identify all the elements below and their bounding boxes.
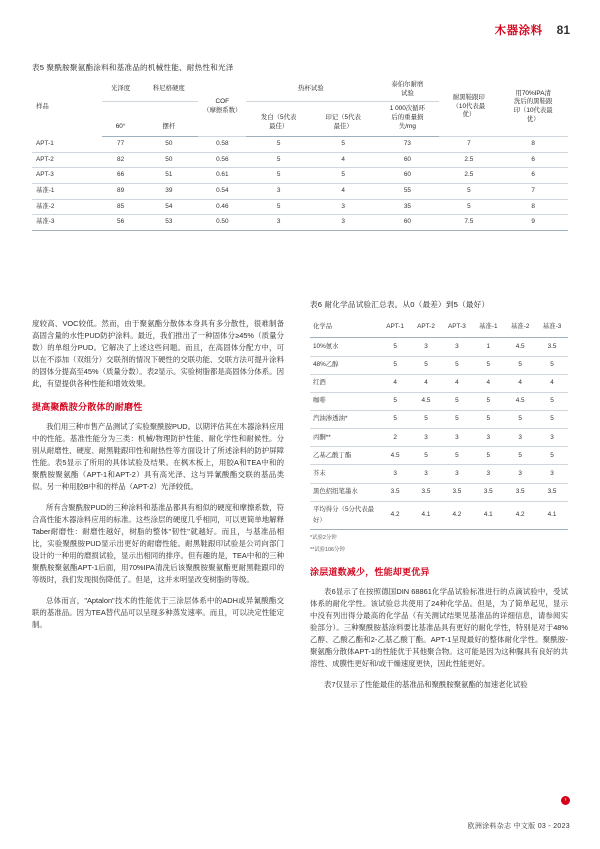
cell: 5 — [411, 356, 442, 374]
paragraph: 所有含聚酰胺PUD的三种涂料和基准品都具有相似的硬度和摩擦系数，符合高性能木器涂料应用的标准。这些涂层的硬度几乎相同，可以更简单地解释Taber耐磨性：耐磨性越好，树脂的整体"韧性"就越好。而且，与基准品相比，实验聚酰胺PUD显示出更好的耐磨性能。耐黑鞋跟印试验是公司向部门设计的一种用的磨损试验，显示出相同的排序。但有趣的是，TEA中和的三种聚酰胺聚氨酯APT-1后面，用70%IPA清洗后该聚酰胺聚氨酯更耐黑鞋跟印的等级时，我们发现损伤降低了。但是，这并未明显改变树脂的等级。 — [32, 503, 284, 585]
paragraph: 表7仅显示了性能最佳的基准品和聚酰胺聚氨酯的加速老化试验 — [324, 680, 528, 690]
cell: 5 — [380, 411, 411, 429]
cell: 3 — [441, 338, 472, 356]
cell: 85 — [102, 199, 140, 215]
cell: 5 — [504, 411, 536, 429]
table5-container — [32, 78, 568, 231]
th-weight-loss: 1 000次循环 后的重量损 失/mg — [375, 102, 439, 137]
section-heading-durability: 提高聚酰胺分散体的耐磨性 — [32, 401, 143, 412]
th-heel-mark-ipa: 用70%IPA清 洗后的黑鞋跟 印（10代表最 优） — [498, 78, 568, 137]
th-imprint: 印记（5代表 最佳） — [311, 102, 376, 137]
cell: 5 — [311, 168, 376, 184]
cell: 3 — [311, 199, 376, 215]
cell: 2.5 — [439, 152, 498, 168]
cell: 3 — [441, 429, 472, 447]
cell: 89 — [102, 184, 140, 200]
cell: 5 — [411, 447, 442, 465]
cell: 0.56 — [198, 152, 246, 168]
cell: 3 — [411, 338, 442, 356]
th-heel-mark: 耐黑鞋跟印 （10代表最 优） — [439, 78, 498, 137]
th-chemical: 化学品 — [310, 319, 380, 338]
cell: 5 — [311, 137, 376, 153]
cell: 4.5 — [411, 392, 442, 410]
cell: 54 — [139, 199, 198, 215]
table5-body — [32, 137, 568, 231]
cell: 3 — [472, 429, 504, 447]
cell: 1 — [472, 338, 504, 356]
th-apt1: APT-1 — [380, 319, 411, 338]
cell: 5 — [441, 392, 472, 410]
cell: 5 — [536, 411, 568, 429]
cell: 4.1 — [472, 501, 504, 530]
cell: 4 — [504, 374, 536, 392]
th-pendulum: 摆杆 — [139, 102, 198, 137]
th-gloss: 光泽度 — [102, 78, 140, 102]
cell: 4.1 — [411, 501, 442, 530]
cell: 77 — [102, 137, 140, 153]
cell: 咖啡 — [310, 392, 380, 410]
cell: 4.2 — [441, 501, 472, 530]
cell: 5 — [536, 392, 568, 410]
cell: 4.2 — [504, 501, 536, 530]
continue-arrow-icon: › — [561, 796, 570, 805]
cell: 红酒 — [310, 374, 380, 392]
cell: 56 — [102, 215, 140, 231]
cell: 3 — [411, 429, 442, 447]
cell: 5 — [472, 356, 504, 374]
table6-head — [310, 319, 568, 338]
table-row — [32, 215, 568, 231]
cell: APT-2 — [32, 152, 102, 168]
cell: 3 — [441, 465, 472, 483]
table-row — [310, 338, 568, 356]
cell: 39 — [139, 184, 198, 200]
page-header — [495, 22, 570, 38]
cell: 7 — [439, 137, 498, 153]
cell: 3 — [504, 429, 536, 447]
cell: 5 — [536, 447, 568, 465]
cell: 3.5 — [380, 483, 411, 501]
table-row — [32, 168, 568, 184]
cell: 4 — [311, 152, 376, 168]
cell: 51 — [139, 168, 198, 184]
cell: 0.46 — [198, 199, 246, 215]
cell: 2.5 — [439, 168, 498, 184]
table5-caption: 表5 聚酰胺聚氨酯涂料和基准品的机械性能、耐热性和光泽 — [32, 63, 234, 72]
cell: 5 — [472, 392, 504, 410]
cell: 5 — [246, 168, 311, 184]
cell: 4.5 — [504, 392, 536, 410]
cell: 3 — [536, 465, 568, 483]
table-row — [310, 411, 568, 429]
table6-header-row — [310, 319, 568, 338]
cell: 5 — [536, 356, 568, 374]
cell: 基准-3 — [32, 215, 102, 231]
cell: 4 — [536, 374, 568, 392]
table5 — [32, 78, 568, 231]
cell: 芥末 — [310, 465, 380, 483]
cell: 66 — [102, 168, 140, 184]
cell: APT-3 — [32, 168, 102, 184]
cell: 5 — [246, 199, 311, 215]
cell: 10%氨水 — [310, 338, 380, 356]
cell: 4 — [380, 374, 411, 392]
cell: 4 — [472, 374, 504, 392]
th-ref2: 基准-2 — [504, 319, 536, 338]
table-row — [310, 429, 568, 447]
cell: 82 — [102, 152, 140, 168]
cell: 3 — [411, 465, 442, 483]
body-column-left — [32, 318, 284, 640]
table5-header-row-1 — [32, 78, 568, 102]
table-row — [310, 447, 568, 465]
cell: 黑色招纽笔墨水 — [310, 483, 380, 501]
table-row — [310, 465, 568, 483]
cell: 5 — [411, 411, 442, 429]
cell: 9 — [498, 215, 568, 231]
cell: 0.54 — [198, 184, 246, 200]
cell: 48%乙醇 — [310, 356, 380, 374]
cell: 50 — [139, 152, 198, 168]
table-row — [310, 356, 568, 374]
cell: 2 — [380, 429, 411, 447]
cell: 8 — [498, 137, 568, 153]
cell: 3.5 — [536, 338, 568, 356]
table-row — [32, 137, 568, 153]
cell: 60 — [375, 168, 439, 184]
cell: 3 — [246, 184, 311, 200]
table-row — [310, 483, 568, 501]
th-taber-abrasion: 泰伯尔耐磨 试验 — [375, 78, 439, 102]
cell: 汽油渗透油* — [310, 411, 380, 429]
cell: 5 — [246, 137, 311, 153]
th-sample: 样品 — [36, 103, 49, 111]
cell: 4.1 — [536, 501, 568, 530]
cell: 60 — [375, 152, 439, 168]
cell: 3.5 — [472, 483, 504, 501]
th-whitening: 发白（5代表 最佳） — [246, 102, 311, 137]
cell: 5 — [504, 356, 536, 374]
cell: 4.5 — [504, 338, 536, 356]
table6-body — [310, 338, 568, 530]
th-apt2: APT-2 — [411, 319, 442, 338]
paragraph: 表6显示了在按照德国DIN 68861化学品试验标准进行的点滴试验中，受试体系的耐化学性。该试验总共使用了24种化学品。但是，为了简单起见，显示中没有列出得分最高的化学品（有关测试结果见基准品的详细信息，请参阅实验部分）。三种聚酰胺基涂料要比基准品具有更好的耐化学性，特别是对于48%乙醇、乙酸乙酯和2-乙基乙酸丁酯。APT-1呈现最好的整体耐化学性。聚酰胺-聚氨酯分散体APT-1的性能优于其他聚合物。这可能是因为这种脲具有良好的共溶性、成膜性更好和/或干燥速度更快，因此性能更好。 — [310, 587, 568, 669]
table6 — [310, 319, 568, 531]
cell: 5 — [246, 152, 311, 168]
section-heading-layers: 涂层道数减少，性能却更优异 — [310, 566, 430, 577]
cell: 丙酮** — [310, 429, 380, 447]
header-section-title: 木器涂料 — [494, 25, 543, 37]
cell: 5 — [380, 356, 411, 374]
cell: 3.5 — [504, 483, 536, 501]
cell: 6 — [498, 168, 568, 184]
cell: 5 — [504, 447, 536, 465]
cell: 4.5 — [380, 447, 411, 465]
page-footer: 欧洲涂料杂志 中文版 03 - 2023 — [467, 823, 570, 830]
th-hot-cup-test: 热杯试验 — [246, 78, 375, 102]
cell: 53 — [139, 215, 198, 231]
th-ref1: 基准-1 — [472, 319, 504, 338]
cell: 3 — [536, 429, 568, 447]
cell: 基准-2 — [32, 199, 102, 215]
cell: 3.5 — [411, 483, 442, 501]
table-row — [32, 199, 568, 215]
cell: 5 — [439, 199, 498, 215]
th-cof: COF （摩擦系数） — [198, 78, 246, 137]
cell: 3 — [311, 215, 376, 231]
cell: 5 — [380, 392, 411, 410]
cell: 4 — [311, 184, 376, 200]
cell: 5 — [380, 338, 411, 356]
cell: 5 — [441, 411, 472, 429]
cell: 60 — [375, 215, 439, 231]
paragraph: 度较高、VOC较低。然而，由于聚氨酯分散体本身具有多分散性，很难制备高固含量的水性PUD防护涂料。最近，我们推出了一种固体分≥45%（质量分数）的单组分PUD。它解决了上述这些问题。而且，在高固体分配方中，可以在不添加（双组分）交联剂的情况下硬性的交联功能、交联方法可提升涂料的固体分提高至45%（质量分数）。表2显示。实验树脂都是高固体分体系。因此，有望提供各种性能和增效效果。 — [32, 319, 284, 388]
cell: 7.5 — [439, 215, 498, 231]
cell: 3 — [504, 465, 536, 483]
cell: 3 — [472, 465, 504, 483]
cell: 3.5 — [441, 483, 472, 501]
cell: 0.58 — [198, 137, 246, 153]
cell: 3 — [380, 465, 411, 483]
cell: 3 — [246, 215, 311, 231]
table6-note-2: **试验106分钟 — [310, 547, 345, 554]
table6-caption: 表6 耐化学品试验汇总表。从0（最差）到5（最好） — [310, 300, 490, 309]
cell: 0.50 — [198, 215, 246, 231]
cell: 乙基乙酸丁酯 — [310, 447, 380, 465]
cell: 35 — [375, 199, 439, 215]
cell: 6 — [498, 152, 568, 168]
cell: APT-1 — [32, 137, 102, 153]
body-column-right — [310, 300, 568, 700]
cell: 4 — [411, 374, 442, 392]
th-konig-hardness: 科尼格硬度 — [139, 78, 198, 102]
table5-head — [32, 78, 568, 137]
cell: 5 — [439, 184, 498, 200]
page-number: 81 — [556, 23, 570, 37]
cell: 5 — [472, 411, 504, 429]
cell: 50 — [139, 137, 198, 153]
table-row — [32, 152, 568, 168]
table-row — [310, 392, 568, 410]
cell: 5 — [472, 447, 504, 465]
cell: 73 — [375, 137, 439, 153]
th-ref3: 基准-3 — [536, 319, 568, 338]
cell: 基准-1 — [32, 184, 102, 200]
cell: 5 — [441, 356, 472, 374]
cell: 8 — [498, 199, 568, 215]
cell: 55 — [375, 184, 439, 200]
cell: 平均得分（5分代表最好） — [310, 501, 380, 530]
th-apt3: APT-3 — [441, 319, 472, 338]
paragraph: 总体而言，"Aptalon"技术的性能优于三涂层体系中的ADH或异氰酸酯交联的基准品。因为TEA替代品可以呈现多种蒸发速率。而且，可以决定性能定制。 — [32, 596, 284, 630]
table-row — [310, 374, 568, 392]
table-row — [310, 501, 568, 530]
cell: 0.61 — [198, 168, 246, 184]
cell: 4 — [441, 374, 472, 392]
cell: 4.2 — [380, 501, 411, 530]
cell: 3.5 — [536, 483, 568, 501]
table6-note-1: *试验2分钟 — [310, 535, 337, 542]
paragraph: 我们用三种市售产品测试了实验聚酰胺PUD。以期评估其在木器涂料应用中的性能。基准性能分为三类：机械/物理防护性能、耐化学性和耐候性。分别从耐磨性、硬度、耐黑鞋跟印性和耐热性等方面设计了所述涂料的防护屏障性能。表5显示了所用的具体试验及结果。在枫木板上，用胶A和TEA中和的聚酰胺聚氨酯（APT-1和APT-2）具有高光泽、这与异氰酸酯交联的基品类似。另一种用胶B中和的样品（APT-2）光泽较低。 — [32, 422, 284, 492]
cell: 5 — [441, 447, 472, 465]
cell: 7 — [498, 184, 568, 200]
th-gloss-60: 60° — [102, 102, 140, 137]
table-row — [32, 184, 568, 200]
